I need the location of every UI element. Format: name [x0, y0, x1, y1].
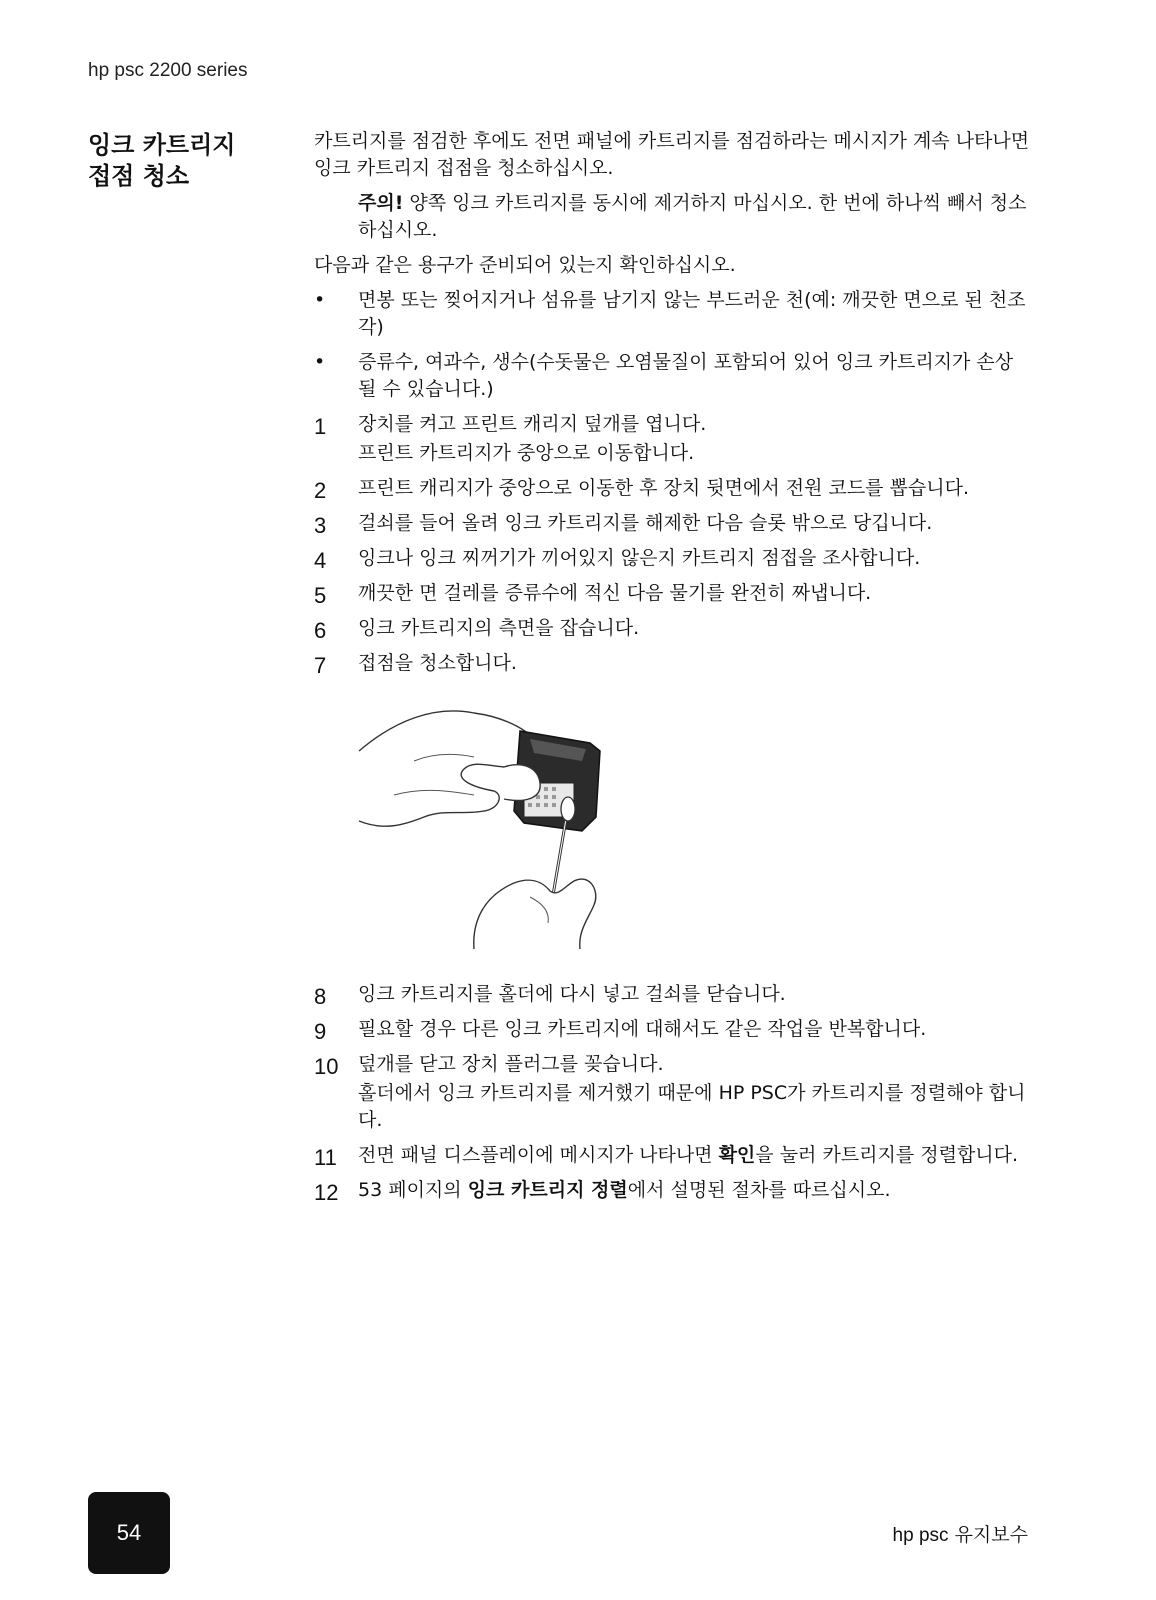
step-subtext: 홀더에서 잉크 카트리지를 제거했기 때문에 HP PSC가 카트리지를 정렬해야 합니다. — [358, 1082, 1026, 1131]
step-text: 잉크 카트리지를 홀더에 다시 넣고 걸쇠를 닫습니다. — [358, 983, 786, 1005]
step-text: 걸쇠를 들어 올려 잉크 카트리지를 해제한 다음 슬롯 밖으로 당깁니다. — [358, 512, 933, 534]
step-item — [314, 475, 1030, 502]
step-item — [314, 1051, 1030, 1134]
bullet-mark: • — [314, 289, 326, 311]
running-header: hp psc 2200 series — [88, 60, 248, 81]
intro-paragraph: 카트리지를 점검한 후에도 전면 패널에 카트리지를 점검하라는 메시지가 계속 나타나면 잉크 카트리지 접점을 청소하십시오. — [314, 130, 1030, 179]
step-number: 12 — [314, 1180, 339, 1205]
step-number: 5 — [314, 583, 327, 608]
step-number: 6 — [314, 618, 327, 643]
section-title-line-1: 잉크 카트리지 — [88, 131, 236, 159]
step-text: 깨끗한 면 걸레를 증류수에 적신 다음 물기를 완전히 짜냅니다. — [358, 582, 872, 604]
step-item — [314, 981, 1030, 1008]
step-text: 접점을 청소합니다. — [358, 652, 517, 674]
section-title — [88, 130, 288, 192]
step-item — [314, 510, 1030, 537]
step-text — [358, 1177, 1030, 1204]
step-item — [314, 1142, 1030, 1169]
step-number: 7 — [314, 653, 327, 678]
caution-text: 양쪽 잉크 카트리지를 동시에 제거하지 마십시오. 한 번에 하나씩 빼서 청소하십시오. — [358, 192, 1027, 241]
step-text: 장치를 켜고 프린트 캐리지 덮개를 엽니다. — [358, 413, 707, 435]
bullet-mark: • — [314, 351, 326, 373]
bullet-item — [314, 349, 1030, 403]
step-number: 8 — [314, 984, 327, 1009]
footer-section: 유지보수 — [954, 1524, 1028, 1546]
step-item — [314, 1016, 1030, 1043]
step-item — [314, 580, 1030, 607]
cross-reference-title: 잉크 카트리지 정렬 — [467, 1179, 628, 1201]
step-item — [314, 650, 1030, 677]
running-footer — [893, 1520, 1028, 1547]
footer-brand: hp psc — [892, 1525, 949, 1546]
section-title-line-2: 접점 청소 — [88, 162, 190, 190]
body-content — [314, 128, 1030, 1212]
step-text-pre: 전면 패널 디스플레이에 메시지가 나타나면 — [358, 1144, 719, 1166]
step-text-pre: 53 페이지의 — [358, 1179, 468, 1201]
step-text: 필요할 경우 다른 잉크 카트리지에 대해서도 같은 작업을 반복합니다. — [358, 1018, 927, 1040]
step-number: 3 — [314, 513, 327, 538]
ok-button-name: 확인 — [718, 1144, 756, 1166]
step-text: 프린트 캐리지가 중앙으로 이동한 후 장치 뒷면에서 전원 코드를 뽑습니다. — [358, 477, 970, 499]
caution-note — [358, 190, 1030, 244]
step-text — [358, 1142, 1030, 1169]
caution-label: 주의! — [358, 192, 404, 214]
step-number: 2 — [314, 478, 327, 503]
step-number: 9 — [314, 1019, 327, 1044]
step-subtext: 프린트 카트리지가 중앙으로 이동합니다. — [358, 442, 695, 464]
step-item — [314, 545, 1030, 572]
step-number: 10 — [314, 1054, 339, 1079]
step-text: 덮개를 닫고 장치 플러그를 꽂습니다. — [358, 1053, 664, 1075]
step-text-post: 에서 설명된 절차를 따르십시오. — [627, 1179, 891, 1201]
step-text-post: 을 눌러 카트리지를 정렬합니다. — [755, 1144, 1019, 1166]
step-number: 4 — [314, 548, 327, 573]
page-number: 54 — [116, 1520, 142, 1545]
step-text: 잉크나 잉크 찌꺼기가 끼어있지 않은지 카트리지 점접을 조사합니다. — [358, 547, 921, 569]
bullet-text: 면봉 또는 찢어지거나 섬유를 남기지 않는 부드러운 천(예: 깨끗한 면으로 된 천조각) — [358, 289, 1026, 338]
step-number: 1 — [314, 414, 327, 439]
step-item — [314, 615, 1030, 642]
step-item — [314, 1177, 1030, 1204]
page-number-badge — [88, 1492, 170, 1574]
tools-intro: 다음과 같은 용구가 준비되어 있는지 확인하십시오. — [314, 254, 736, 276]
bullet-item — [314, 287, 1030, 341]
step-item — [314, 411, 1030, 467]
step-number: 11 — [314, 1145, 337, 1170]
bullet-text: 증류수, 여과수, 생수(수돗물은 오염물질이 포함되어 있어 잉크 카트리지가 손상될 수 있습니다.) — [358, 351, 1014, 400]
step-text: 잉크 카트리지의 측면을 잡습니다. — [358, 617, 640, 639]
cleaning-contacts-illustration — [354, 691, 614, 951]
